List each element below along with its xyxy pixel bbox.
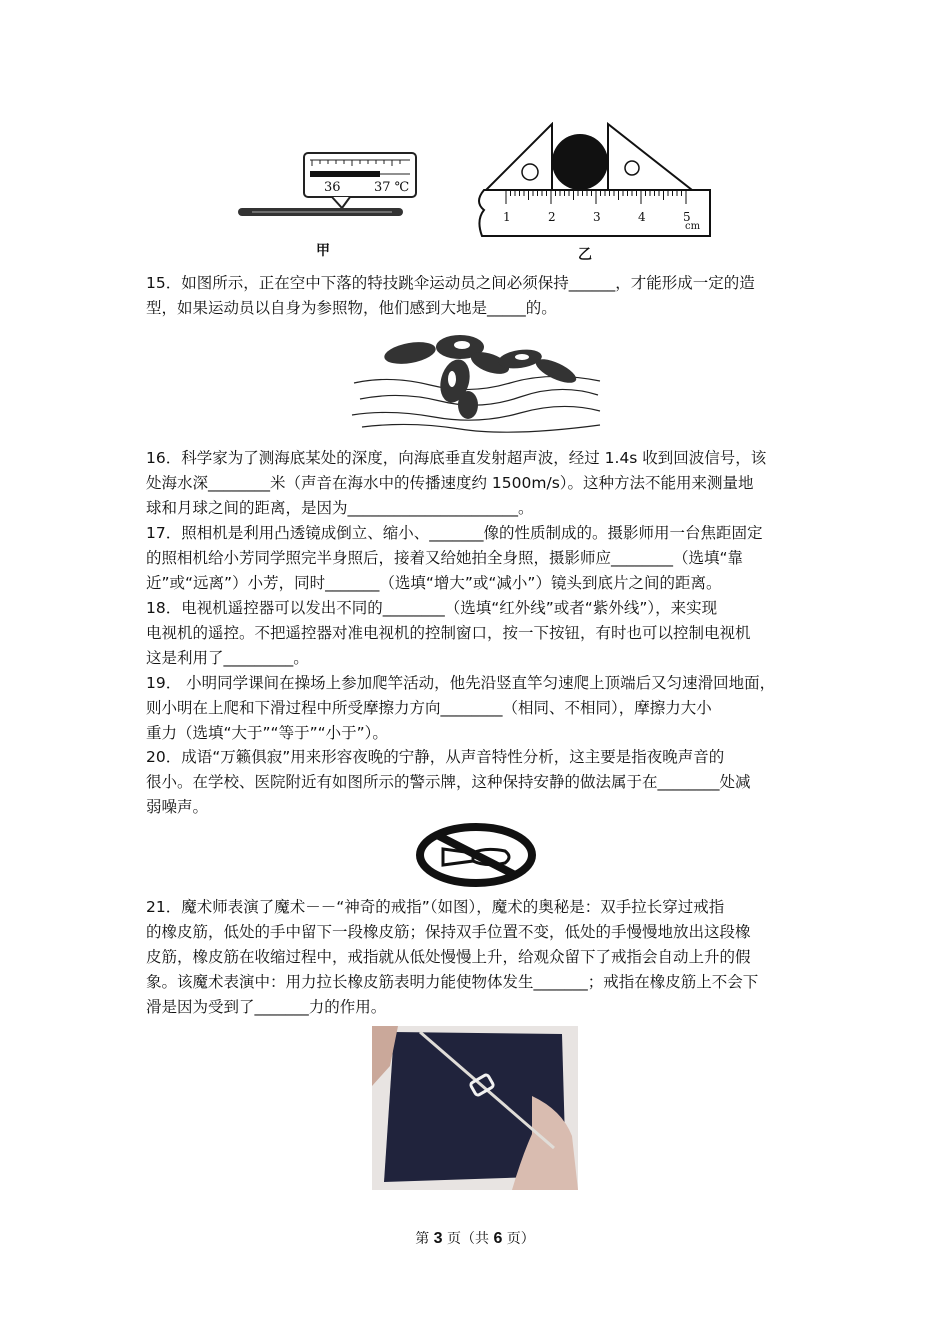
question-line: 20．成语“万籁俱寂”用来形容夜晚的宁静，从声音特性分析，这主要是指夜晚声音的 [146, 748, 725, 766]
question-line: 球和月球之间的距离，是因为______________________。 [146, 499, 534, 517]
figure-label-jia: 甲 [316, 243, 330, 259]
question-line: 电视机的遥控。不把遥控器对准电视机的控制窗口，按一下按钮，有时也可以控制电视机 [146, 624, 751, 642]
page-number: 3 [433, 1230, 443, 1247]
question-line: 这是利用了_________。 [146, 649, 309, 667]
ruler-tick-2: 2 [548, 210, 556, 224]
question-line: 21．魔术师表演了魔术－－“神奇的戒指”（如图），魔术的奥秘是：双手拉长穿过戒指 [146, 898, 725, 916]
magic-ring-icon [372, 1026, 578, 1190]
question-line: 16．科学家为了测海底某处的深度，向海底垂直发射超声波，经过 1.4s 收到回波信号，该 [146, 449, 767, 467]
ruler-unit: cm [685, 221, 701, 232]
question-line: 15．如图所示，正在空中下落的特技跳伞运动员之间必须保持______，才能形成一定的造 [146, 274, 755, 292]
question-line: 近”或“远离”）小芳，同时_______（选填“增大”或“减小”）镜头到底片之间的距离。 [146, 574, 722, 592]
magic-ring-photo [372, 1026, 578, 1190]
footer-suffix: 页） [502, 1231, 535, 1247]
question-21 [146, 895, 810, 1020]
question-20 [146, 745, 810, 820]
question-16 [146, 446, 810, 521]
question-18 [146, 596, 810, 671]
thermometer-figure [232, 150, 422, 230]
footer-prefix: 第 [415, 1231, 434, 1247]
question-line: 则小明在上爬和下滑过程中所受摩擦力方向________（相同、不相同），摩擦力大小 [146, 699, 712, 717]
figure-label-yi: 乙 [578, 247, 592, 263]
ruler-tick-3: 3 [593, 210, 601, 224]
no-horn-icon [415, 823, 537, 887]
thermometer-scale-left: 36 [324, 180, 341, 195]
question-line: 18．电视机遥控器可以发出不同的________（选填“红外线”或者“紫外线”），来实现 [146, 599, 718, 617]
question-line: 弱噪声。 [146, 798, 209, 816]
skydivers-icon [350, 323, 602, 435]
question-line: 19． 小明同学课间在操场上参加爬竿活动，他先沿竖直竿匀速爬上顶端后又匀速滑回地面， [146, 674, 776, 692]
question-line: 象。该魔术表演中：用力拉长橡皮筋表明力能使物体发生_______；戒指在橡皮筋上不会下 [146, 973, 759, 991]
thermometer-scale-right: 37 ℃ [374, 180, 410, 195]
ruler-tick-5: 5 [683, 210, 691, 224]
question-line: 型，如果运动员以自身为参照物，他们感到大地是_____的。 [146, 299, 557, 317]
ruler-icon [470, 122, 720, 242]
question-line: 17．照相机是利用凸透镜成倒立、缩小、_______像的性质制成的。摄影师用一台焦距固定 [146, 524, 763, 542]
footer-middle: 页（共 [442, 1231, 494, 1247]
question-line: 滑是因为受到了_______力的作用。 [146, 998, 387, 1016]
page-footer [0, 1228, 950, 1248]
question-19 [146, 671, 810, 746]
question-line: 皮筋，橡皮筋在收缩过程中，戒指就从低处慢慢上升，给观众留下了戒指会自动上升的假 [146, 948, 751, 966]
question-line: 重力（选填“大于”“等于”“小于”）。 [146, 724, 388, 742]
ruler-tick-4: 4 [638, 210, 646, 224]
question-line: 的橡皮筋，低处的手中留下一段橡皮筋；保持双手位置不变，低处的手慢慢地放出这段橡 [146, 923, 751, 941]
ruler-figure [470, 122, 720, 242]
question-line: 的照相机给小芳同学照完半身照后，接着又给她拍全身照，摄影师应________（选填“靠 [146, 549, 744, 567]
question-17 [146, 521, 810, 596]
question-line: 处海水深________米（声音在海水中的传播速度约 1500m/s）。这种方法不能用来测量地 [146, 474, 754, 492]
question-15 [146, 271, 810, 321]
total-pages: 6 [493, 1230, 503, 1247]
no-horn-sign [415, 823, 537, 887]
question-line: 很小。在学校、医院附近有如图所示的警示牌，这种保持安静的做法属于在________处减 [146, 773, 751, 791]
skydivers-image [350, 323, 602, 435]
ruler-tick-1: 1 [503, 210, 511, 224]
